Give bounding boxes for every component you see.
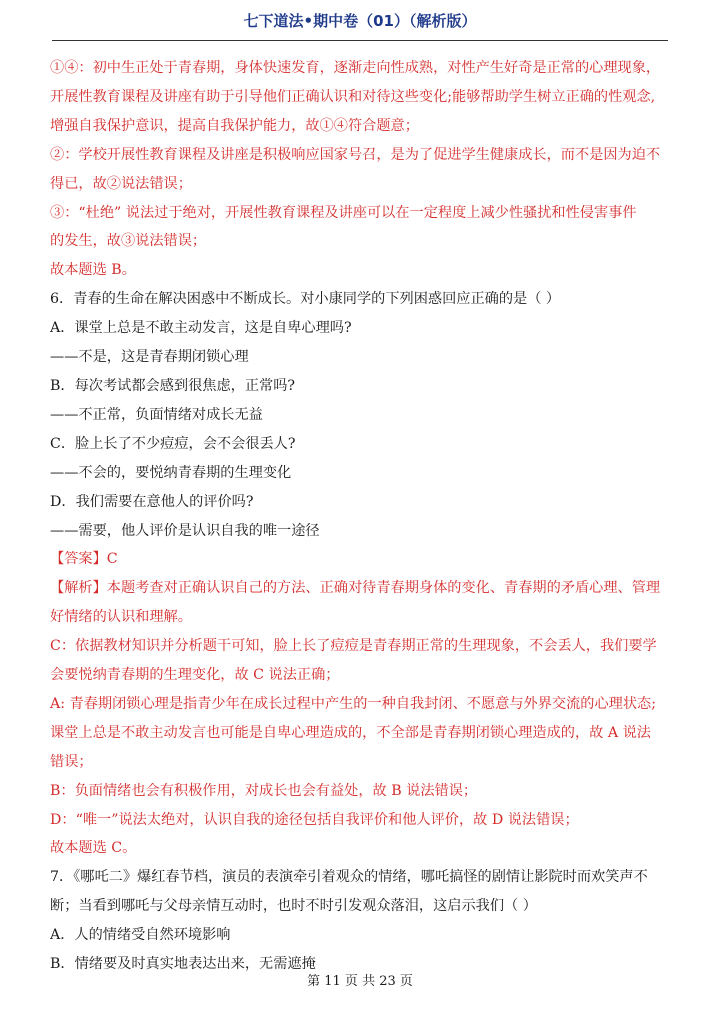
text-line: D．我们需要在意他人的评价吗? bbox=[50, 493, 254, 510]
text-line: 课堂上总是不敢主动发言也可能是自卑心理造成的，不全部是青春期闭锁心理造成的，故 A 说法 bbox=[50, 724, 651, 741]
text-line: ——不会的，要悦纳青春期的生理变化 bbox=[50, 464, 292, 481]
header-divider bbox=[52, 40, 668, 41]
text-line: 故本题选 B。 bbox=[50, 262, 136, 279]
text-line: 好情绪的认识和理解。 bbox=[50, 609, 192, 626]
text-line: 6．青春的生命在解决困惑中不断成长。对小康同学的下列困惑回应正确的是（ ） bbox=[50, 291, 561, 308]
text-line: 故本题选 C。 bbox=[50, 840, 137, 857]
text-line: 开展性教育课程及讲座有助于引导他们正确认识和对待这些变化;能够帮助学生树立正确的性观念, bbox=[50, 88, 656, 105]
text-line: ②：学校开展性教育课程及讲座是积极响应国家号召，是为了促进学生健康成长，而不是因为迫不 bbox=[50, 146, 661, 163]
text-line: A: 青春期闭锁心理是指青少年在成长过程中产生的一种自我封闭、不愿意与外界交流的心理状态; bbox=[50, 695, 657, 712]
page-title: 七下道法•期中卷（01）（解析版） bbox=[243, 12, 477, 30]
text-line: A．课堂上总是不敢主动发言，这是自卑心理吗? bbox=[50, 320, 352, 337]
text-line: 断；当看到哪吒与父母亲情互动时，也时不时引发观众落泪，这启示我们（ ） bbox=[50, 898, 537, 915]
text-line: 会要悦纳青春期的生理变化，故 C 说法正确； bbox=[50, 667, 340, 684]
text-line: 的发生，故③说法错误； bbox=[50, 233, 207, 250]
text-line: ——不是，这是青春期闭锁心理 bbox=[50, 349, 249, 366]
text-line: 得已，故②说法错误； bbox=[50, 175, 192, 192]
text-line: D：“唯一”说法太绝对，认识自我的途径包括自我评价和他人评价，故 D 说法错误； bbox=[50, 811, 579, 828]
document-body bbox=[50, 54, 670, 979]
text-line: 错误； bbox=[50, 753, 93, 770]
text-line: B：负面情绪也会有积极作用，对成长也会有益处，故 B 说法错误； bbox=[50, 782, 478, 799]
text-line: B．情绪要及时真实地表达出来，无需遮掩 bbox=[50, 956, 316, 973]
text-line: 增强自我保护意识，提高自我保护能力，故①④符合题意； bbox=[50, 117, 419, 134]
text-line: 【解析】本题考查对正确认识自己的方法、正确对待青春期身体的变化、青春期的矛盾心理、管理 bbox=[50, 580, 661, 597]
text-line: ③：“杜绝” 说法过于绝对，开展性教育课程及讲座可以在一定程度上减少性骚扰和性侵害事件 bbox=[50, 204, 637, 221]
text-line: B．每次考试都会感到很焦虑，正常吗? bbox=[50, 377, 296, 394]
text-line: 【答案】C bbox=[50, 551, 118, 568]
text-line: ①④：初中生正处于青春期，身体快速发育，逐渐走向性成熟，对性产生好奇是正常的心理现象， bbox=[50, 60, 661, 76]
text-line: C．脸上长了不少痘痘，会不会很丢人? bbox=[50, 435, 296, 452]
page-number: 第 11 页 共 23 页 bbox=[307, 974, 413, 989]
text-line: A．人的情绪受自然环境影响 bbox=[50, 927, 231, 944]
text-line: ——需要，他人评价是认识自我的唯一途径 bbox=[50, 522, 320, 539]
text-line: ——不正常，负面情绪对成长无益 bbox=[50, 406, 263, 423]
text-line: C：依据教材知识并分析题干可知，脸上长了痘痘是青春期正常的生理现象，不会丢人，我们要学 bbox=[50, 638, 657, 655]
text-line: 7．《哪吒二》爆红春节档，演员的表演牵引着观众的情绪，哪吒搞怪的剧情让影院时而欢笑声不 bbox=[50, 869, 648, 886]
